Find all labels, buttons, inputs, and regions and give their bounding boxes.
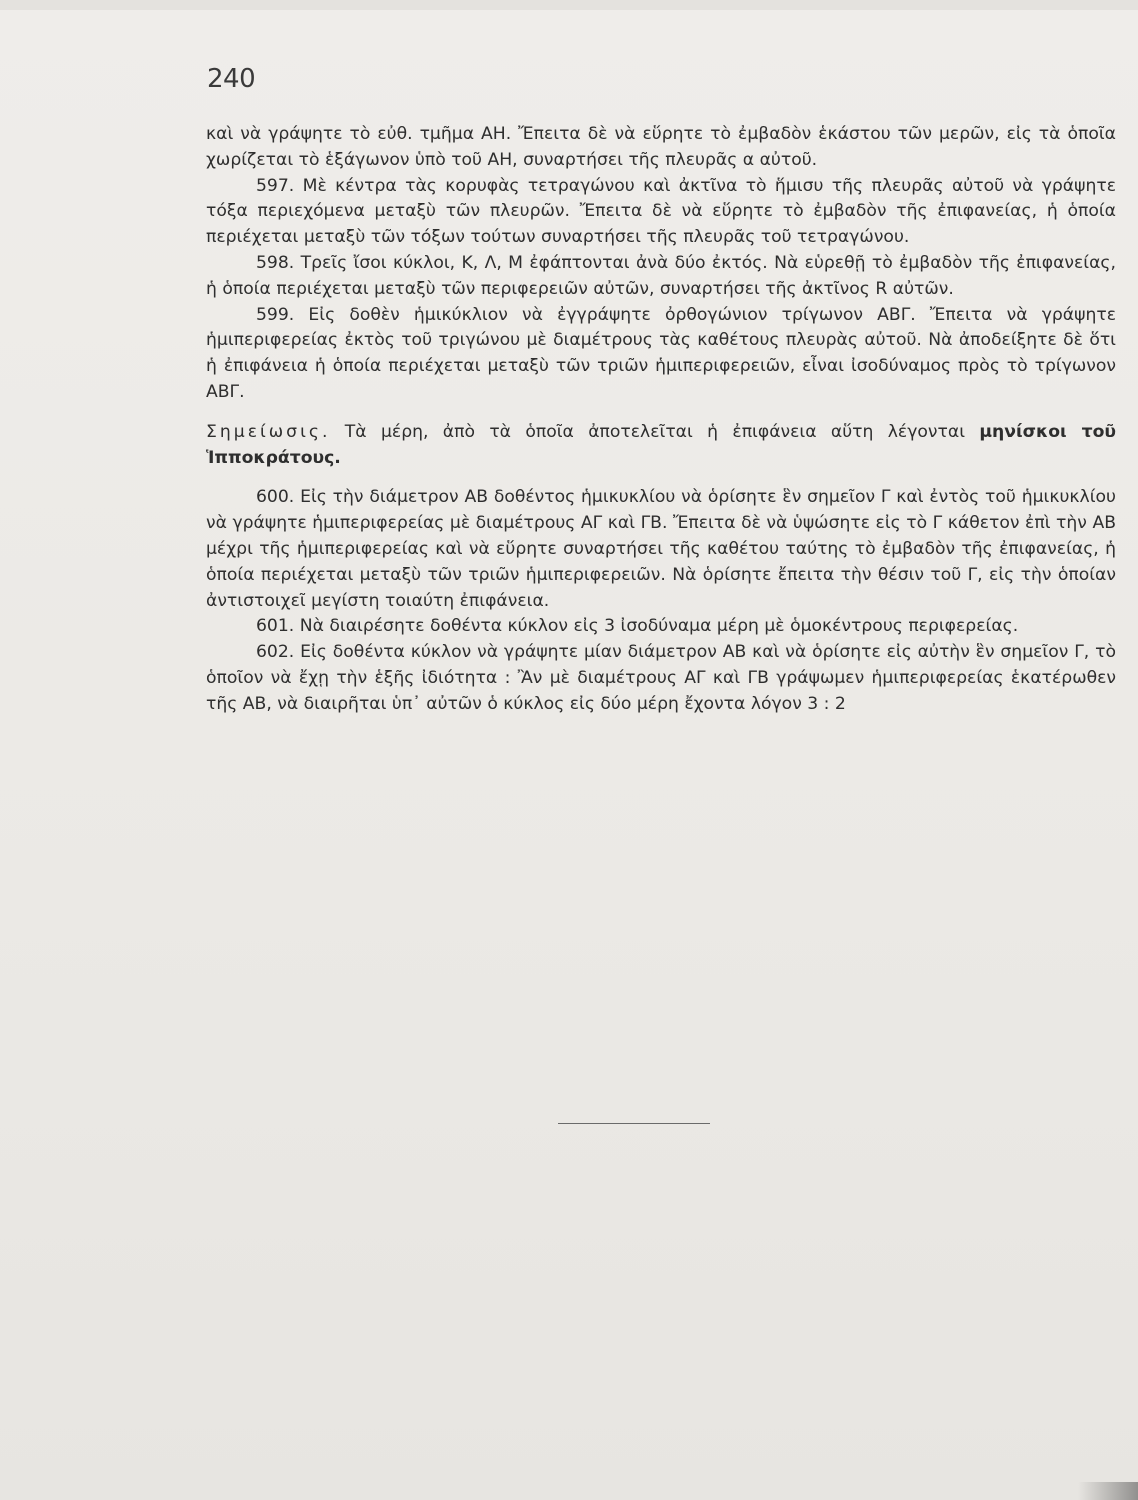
note-text: Τὰ μέρη, ἀπὸ τὰ ὁποῖα ἀποτελεῖται ἡ ἐπιφάνεια αὕτη λέγονται [330, 421, 980, 442]
paragraph-continuation: καὶ νὰ γράψητε τὸ εὐθ. τμῆμα ΑΗ. Ἔπειτα δὲ νὰ εὕρητε τὸ ἐμβαδὸν ἑκάστου τῶν μερῶν, εἰς τὰ ὁποῖα χωρίζεται τὸ ἑξάγωνον ὑπὸ τοῦ ΑΗ, συναρτήσει τῆς πλευρᾶς α αὐτοῦ. [206, 124, 1116, 170]
exercise-600: 600. Εἰς τὴν διάμετρον ΑΒ δοθέντος ἡμικυκλίου νὰ ὁρίσητε ἓν σημεῖον Γ καὶ ἐντὸς τοῦ ἡμικυκλίου νὰ γράψητε ἡμιπεριφερείας μὲ διαμέτρους ΑΓ καὶ ΓΒ. Ἔπειτα δὲ νὰ ὑψώσητε εἰς τὸ Γ κάθετον ἐπὶ τὴν ΑΒ μέχρι τῆς ἡμιπεριφερείας καὶ νὰ εὕρητε συναρτήσει τῆς καθέτου ταύτης τὸ ἐμβαδὸν τῆς ἐπιφανείας, ἡ ὁποία περιέχεται μεταξὺ τῶν τριῶν ἡμιπεριφερειῶν. Νὰ ὁρίσητε ἔπειτα τὴν θέσιν τοῦ Γ, εἰς τὴν ὁποίαν ἀντιστοιχεῖ μεγίστη τοιαύτη ἐπιφάνεια. [206, 487, 1116, 611]
exercise-599: 599. Εἰς δοθὲν ἡμικύκλιον νὰ ἐγγράψητε ὀρθογώνιον τρίγωνον ΑΒΓ. Ἔπειτα νὰ γράψητε ἡμιπεριφερείας ἐκτὸς τοῦ τριγώνου μὲ διαμέτρους τὰς καθέτους πλευρὰς αὐτοῦ. Νὰ ἀποδείξητε δὲ ὅτι ἡ ἐπιφάνεια ἡ ὁποία περιέχεται μεταξὺ τῶν τριῶν ἡμιπεριφερειῶν, εἶναι ἰσοδύναμος πρὸς τὸ τρίγωνον ΑΒΓ. [206, 304, 1116, 402]
note-term: μηνίσκοι τοῦ Ἱπποκράτους. [206, 421, 1116, 468]
exercise-597: 597. Μὲ κέντρα τὰς κορυφὰς τετραγώνου καὶ ἀκτῖνα τὸ ἥμισυ τῆς πλευρᾶς αὐτοῦ νὰ γράψητε τόξα περιεχόμενα μεταξὺ τῶν πλευρῶν. Ἔπειτα δὲ νὰ εὕρητε τὸ ἐμβαδὸν τῆς ἐπιφανείας, ἡ ὁποία περιέχεται μεταξὺ τῶν τόξων τούτων συναρτήσει τῆς πλευρᾶς τοῦ τετραγώνου. [206, 175, 1116, 248]
body-text [206, 122, 1116, 718]
footnote-divider [558, 1123, 710, 1124]
page-number: 240 [207, 64, 256, 94]
note-label: Σημείωσις. [206, 421, 331, 442]
exercise-602: 602. Εἰς δοθέντα κύκλον νὰ γράψητε μίαν διάμετρον ΑΒ καὶ νὰ ὁρίσητε εἰς αὐτὴν ἓν σημεῖον Γ, τὸ ὁποῖον νὰ ἔχῃ τὴν ἑξῆς ἰδιότητα : Ἂν μὲ διαμέτρους ΑΓ καὶ ΓΒ γράψωμεν ἡμιπεριφερείας ἑκατέρωθεν τῆς ΑΒ, νὰ διαιρῆται ὑπ᾽ αὐτῶν ὁ κύκλος εἰς δύο μέρη ἔχοντα λόγον 3 : 2 [206, 642, 1116, 714]
exercise-601: 601. Νὰ διαιρέσητε δοθέντα κύκλον εἰς 3 ἰσοδύναμα μέρη μὲ ὁμοκέντρους περιφερείας. [256, 616, 1019, 637]
note-paragraph [206, 420, 1116, 472]
exercise-598: 598. Τρεῖς ἴσοι κύκλοι, Κ, Λ, Μ ἐφάπτονται ἀνὰ δύο ἐκτός. Νὰ εὑρεθῇ τὸ ἐμβαδὸν τῆς ἐπιφανείας, ἡ ὁποία περιέχεται μεταξὺ τῶν περιφερειῶν αὐτῶν, συναρτήσει τῆς ἀκτῖνος R αὐτῶν. [206, 252, 1116, 299]
page-edge [0, 0, 1138, 10]
scan-edge-mark [1078, 1482, 1138, 1500]
